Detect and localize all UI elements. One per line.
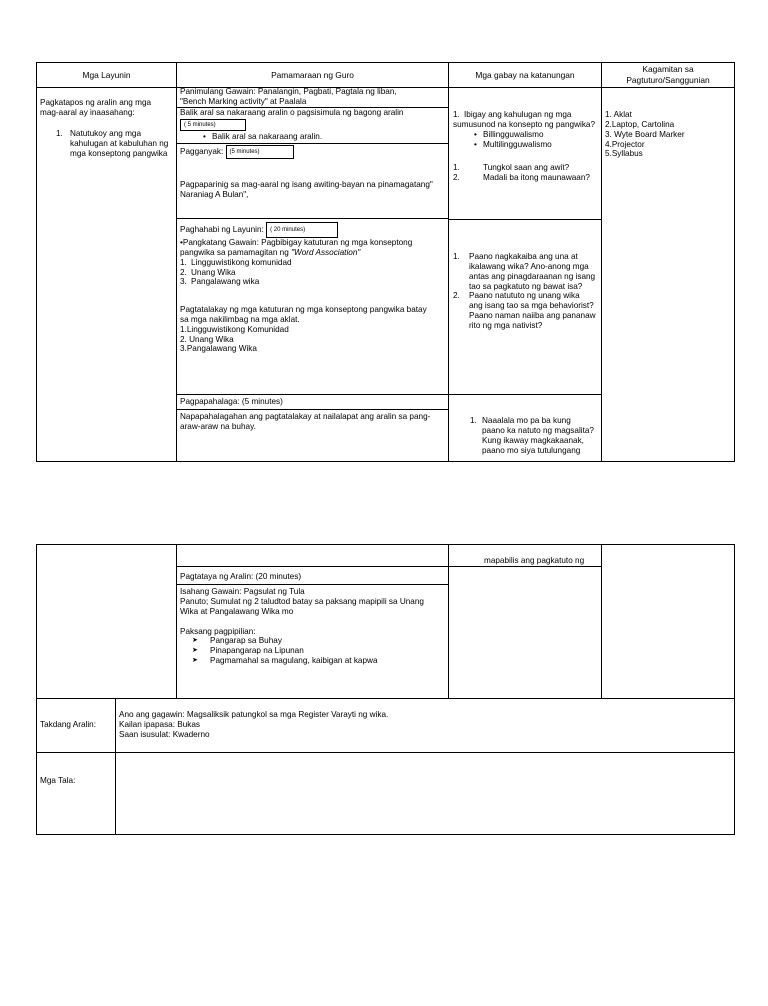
gabay-q1 <box>453 110 601 149</box>
pagganyak-label: Pagganyak: <box>180 147 224 157</box>
text-line: sumusunod na konsepto ng pangwika? <box>453 119 596 129</box>
text-line: Paksang pagpipilian: <box>180 626 256 636</box>
paghahabi <box>180 222 446 238</box>
text-line: Panuto; Sumulat ng 2 taludtod batay sa paksang mapipili sa Unang <box>180 596 424 606</box>
text-line: Natutukoy ang mga <box>70 129 142 138</box>
list-item <box>180 277 446 287</box>
list-item <box>453 110 601 120</box>
bullet-item: • Billingguwalismo <box>483 130 601 140</box>
pagtataya-label: Pagtataya ng Aralin: (20 minutes) <box>180 572 302 581</box>
row-divider <box>176 218 448 219</box>
header-gabay: Mga gabay na katanungan <box>475 70 575 80</box>
text-line: ikalawang wika? Ano-anong mga <box>469 261 589 271</box>
gabay-q3 <box>453 252 601 331</box>
time-box: ( 20 minutes) <box>266 222 338 238</box>
table1-bottom-border <box>36 461 735 462</box>
text-span: "Word Association" <box>291 247 361 257</box>
list-number: 3. <box>180 277 187 287</box>
topic-item: ➤ Pinapangarap na Lipunan <box>210 646 446 656</box>
list-number: 1. <box>453 252 460 261</box>
table1-left-border <box>36 62 37 462</box>
text-line: Pagpaparinig sa mag-aaral ng isang awiting-bayan na pinamagatang" <box>180 180 433 189</box>
table2-left-border <box>36 544 37 835</box>
list-number: 1. <box>453 110 460 119</box>
list-item: 5.Syllabus <box>605 149 643 159</box>
text-line: araw-araw na buhay. <box>180 421 256 431</box>
list-text: Unang Wika <box>191 267 236 277</box>
column-divider <box>448 544 449 699</box>
row-divider <box>176 566 601 567</box>
gabay-q4 <box>470 416 601 455</box>
pagpaparinig <box>180 180 446 200</box>
text-line: Paano natututo ng unang wika <box>469 291 580 301</box>
pagganyak <box>180 145 446 159</box>
table2-right-border <box>734 544 735 835</box>
topic-item: ➤ Pangarap sa Buhay <box>210 636 446 646</box>
gabay-q2 <box>453 163 601 183</box>
text-line: Kung ikaway magkakaanak, <box>482 435 584 445</box>
list-number: 1. <box>180 257 187 267</box>
text-line: Napapahalagahan ang pagtatalakay at nailalapat ang aralin sa pang- <box>180 412 431 421</box>
row-divider <box>36 698 735 699</box>
text-line: kahulugan at kabuluhan ng <box>70 138 169 148</box>
row-divider <box>448 394 601 395</box>
list-text: Lingguwistikong komunidad <box>191 257 292 267</box>
list-item <box>470 416 601 455</box>
header-kagamitan-line1: Kagamitan sa <box>642 64 694 74</box>
time-box: (5 minutes) <box>226 145 294 159</box>
text-line: •Pangkatang Gawain: Pagbibigay katuturan ng mga konseptong <box>180 238 413 247</box>
text-line: mga konseptong pangwika <box>70 148 168 158</box>
column-divider <box>176 62 177 462</box>
list-item: 2.Laptop, Cartolina <box>605 119 675 129</box>
row-divider <box>448 219 601 220</box>
takdang-aralin-content <box>119 710 729 740</box>
row-divider <box>176 584 448 585</box>
list-item: 3. Wyte Board Marker <box>605 129 685 139</box>
list-item <box>180 258 446 268</box>
list-item <box>453 173 601 183</box>
gabay-continuation: mapabilis ang pagkatuto ng <box>484 556 585 565</box>
list-text: Pangalawang wika <box>191 277 260 287</box>
table2-top-border <box>36 544 735 545</box>
text-line: paano mo siya tutulungang <box>482 445 581 455</box>
row-divider <box>176 409 448 410</box>
text-line: Isahang Gawain: Pagsulat ng Tula <box>180 587 305 596</box>
text-line: Saan isusulat: Kwaderno <box>119 729 210 739</box>
text-line: ang isang tao sa mga behaviorist? <box>469 301 594 311</box>
list-item <box>453 252 601 291</box>
column-divider <box>176 544 177 699</box>
text-line: Balik aral sa nakaraang aralin o pagsisimula ng bagong aralin <box>180 108 404 117</box>
list-item <box>180 268 446 278</box>
list-number: 2. <box>180 267 187 277</box>
table2-bottom-border <box>36 834 735 835</box>
list-number: 1. <box>56 129 63 138</box>
napapahalagahan <box>180 412 446 432</box>
list-number: 1. <box>470 416 477 425</box>
header-layunin: Mga Layunin <box>82 70 131 80</box>
panimulang-gawain <box>180 87 446 107</box>
balik-aral <box>180 108 446 142</box>
list-text: Tungkol saan ang awit? <box>483 163 570 172</box>
list-item: 4.Projector <box>605 139 645 149</box>
list-item <box>453 163 601 173</box>
text-line: Pagkatapos ng aralin ang mga <box>40 98 152 107</box>
text-line: Kailan ipapasa: Bukas <box>119 719 201 729</box>
text-line: Paano nagkakaiba ang una at <box>469 252 578 261</box>
paghahabi-label: Paghahabi ng Layunin: <box>180 225 264 235</box>
list-item: 1. Aklat <box>605 110 632 119</box>
list-number: 2. <box>453 291 460 301</box>
kagamitan-list <box>605 110 733 159</box>
list-item: 3.Pangalawang Wika <box>180 344 257 354</box>
text-line: Ano ang gagawin: Magsaliksik patungkol sa mga Register Varayti ng wika. <box>119 710 389 719</box>
bullet-item: • Balik aral sa nakaraang aralin. <box>212 132 446 142</box>
text-line: tao sa pagkatuto ng bawat isa? <box>469 281 583 291</box>
text-line: rito ng mga nativist? <box>469 320 543 330</box>
text-line <box>180 248 446 258</box>
layunin-intro <box>40 98 174 118</box>
pangkatang-gawain <box>180 238 446 287</box>
list-item <box>453 291 601 330</box>
list-item: 1.Lingguwistikong Komunidad <box>180 324 289 334</box>
header-kagamitan-line2: Pagtuturo/Sanggunian <box>626 74 710 85</box>
text-line: antas ang pinagdaraanan ng isang <box>469 271 596 281</box>
text-line: Wika at Pangalawang Wika mo <box>180 606 294 616</box>
text-line: Paano naman naiiba ang pananaw <box>469 311 596 321</box>
column-divider <box>601 544 602 699</box>
row-divider <box>176 143 448 144</box>
list-number: 1. <box>453 163 460 172</box>
text-line: Pagtatalakay ng mga katuturan ng mga konseptong pangwika batay <box>180 305 427 314</box>
pagtataya-content <box>180 587 446 666</box>
mga-tala-label: Mga Tala: <box>40 776 76 785</box>
text-line: sa mga nakilimbag na mga aklat. <box>180 314 300 324</box>
topic-item: ➤ Pagmamahal sa magulang, kaibigan at kapwa <box>210 656 446 666</box>
pagpapahalaga-label: Pagpapahalaga: (5 minutes) <box>180 397 283 406</box>
header-kagamitan <box>602 64 734 85</box>
text-line: mag-aaral ay inaasahang: <box>40 107 135 117</box>
text-span: pangwika sa pamamagitan ng <box>180 247 292 257</box>
column-divider <box>115 698 116 835</box>
list-text: Ibigay ang kahulugan ng mga <box>464 110 572 119</box>
row-divider <box>36 752 735 753</box>
text-line: Naraniag A Bulan", <box>180 189 249 199</box>
list-item: 2. Unang Wika <box>180 334 234 344</box>
table1-right-border <box>734 62 735 462</box>
list-text: Madali ba itong maunawaan? <box>483 172 590 182</box>
text-line: Naaalala mo pa ba kung <box>482 416 571 425</box>
text-line: "Bench Marking activity" at Paalala <box>180 96 307 106</box>
time-box: ( 5 minutes) <box>180 119 246 131</box>
table1-top-border <box>36 62 735 63</box>
pagtatalakay <box>180 305 446 354</box>
column-divider <box>448 62 449 462</box>
header-pamamaraan: Pamamaraan ng Guro <box>271 70 354 80</box>
column-divider <box>601 62 602 462</box>
takdang-aralin-label: Takdang Aralin: <box>40 720 96 729</box>
bullet-item: • Multilingguwalismo <box>483 140 601 150</box>
text-line: Panimulang Gawain: Panalangin, Pagbati, Pagtala ng liban, <box>180 87 397 96</box>
list-number: 2. <box>453 172 460 182</box>
layunin-item-1 <box>56 129 176 159</box>
text-line: paano ka natuto ng magsalita? <box>482 425 594 435</box>
row-divider <box>176 394 448 395</box>
